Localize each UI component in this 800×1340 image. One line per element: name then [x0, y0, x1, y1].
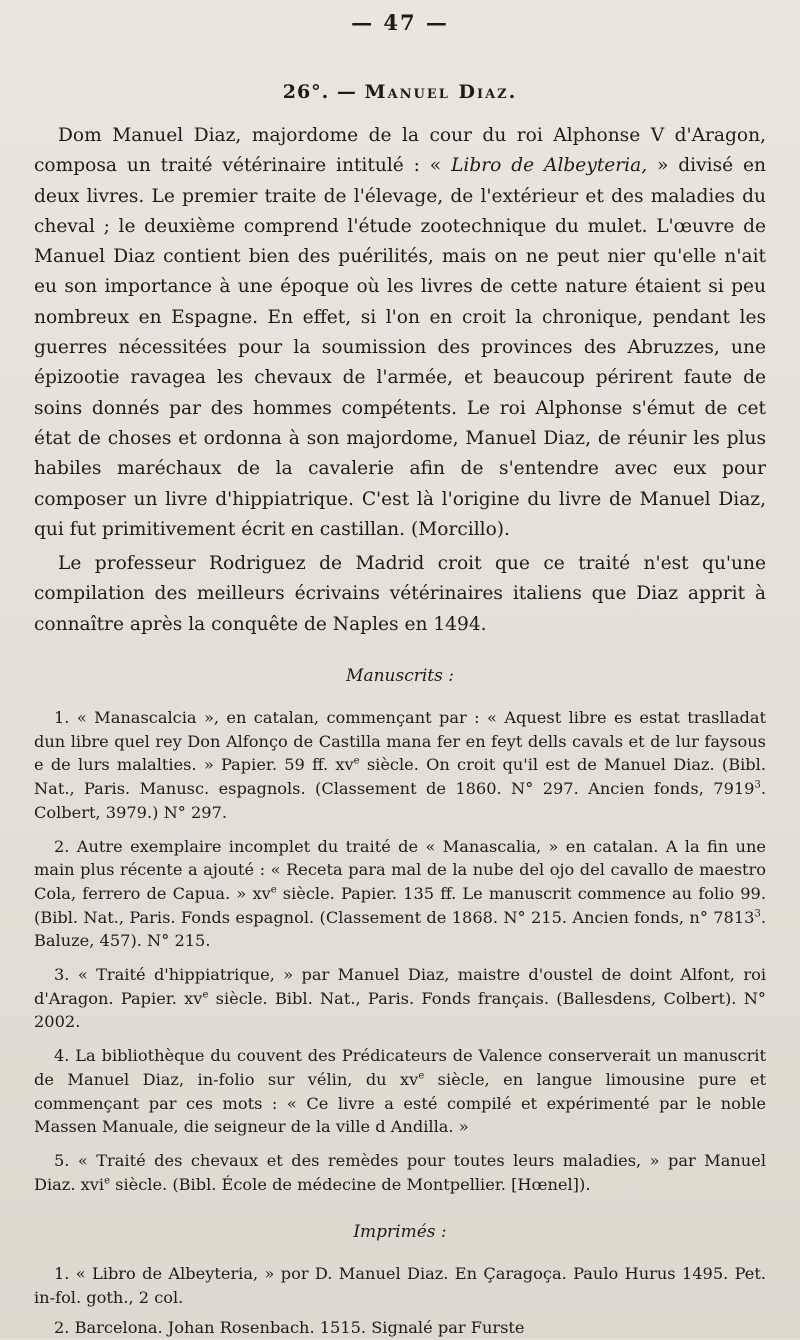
body-paragraph-2: [34, 549, 766, 640]
superscript: e: [418, 1070, 425, 1082]
superscript: e: [270, 884, 277, 896]
section-title: [34, 81, 766, 103]
manuscript-entry-1: [34, 706, 766, 825]
entry-text: 1. « Manascalcia », en catalan, commençant par : « Aquest libre es estat traslladat dun libre quel rey Don Alfonço de Castilla mana fer en feyt dells cavals et de lur faysous e de lurs malalties. » Papier. 59 ff. xv: [34, 708, 766, 775]
manuscript-entry-4: [34, 1044, 766, 1139]
manuscript-entry-2: [34, 835, 766, 954]
entry-text: siècle. (Bibl. École de médecine de Montpellier. [Hœnel]).: [110, 1174, 591, 1194]
entry-text: 2. Autre exemplaire incomplet du traité de « Manascalia, » en catalan. A la fin une main plus récente a ajouté : « Receta para mal de la nube del ojo del cavallo de maestro Cola, ferrero de Capua. » xv: [34, 836, 766, 903]
superscript: 3: [754, 908, 761, 920]
superscript: 3: [754, 779, 761, 791]
paragraph-text: » divisé en deux livres. Le premier traite de l'élevage, de l'extérieur et des maladies du cheval ; le deuxième comprend l'étude zootechnique du mulet. L'œuvre de Manuel Diaz contient bien des puérilités, mais on ne peut nier qu'elle n'ait eu son importance à une époque où les livres de cette nature étaient si peu nombreux en Espagne. En effet, si l'on en croit la chronique, pendant les guerres nécessitées pour la soumission des provinces des Abruzzes, une épizootie ravagea les chevaux de l'armée, et beaucoup périrent faute de soins donnés par des hommes compétents. Le roi Alphonse s'émut de cet état de choses et ordonna à son majordome, Manuel Diaz, de réunir les plus habiles maréchaux de la cavalerie afin de s'entendre avec eux pour composer un livre d'hippiatrique. C'est là l'origine du livre de Manuel Diaz, qui fut primitivement écrit en castillan. (Morcillo).: [34, 155, 766, 540]
entry-text: 3. « Traité d'hippiatrique, » par Manuel Diaz, maistre d'oustel de doint Alfont, roi d'Aragon. Papier. xv: [34, 965, 766, 1008]
entry-text: siècle. Bibl. Nat., Paris. Fonds français. (Ballesdens, Colbert). N° 2002.: [34, 988, 766, 1032]
superscript: e: [353, 756, 360, 768]
page-number: — 47 —: [351, 10, 449, 35]
entry-text: siècle. Papier. 135 ff. Le manuscrit commence au folio 99. (Bibl. Nat., Paris. Fonds espagnol. (Classement de 1868. N° 215. Ancien fonds, n° 7813: [34, 883, 766, 927]
paragraph-text: Dom Manuel Diaz, majordome de la cour du roi Alphonse V d'Aragon, composa un traité vétérinaire intitulé : «: [34, 125, 766, 177]
imprimes-heading: Imprimés :: [353, 1222, 447, 1243]
manuscript-entry-3: [34, 963, 766, 1034]
superscript: e: [104, 1175, 110, 1187]
entry-text: 4. La bibliothèque du couvent des Prédicateurs de Valence conserverait un manuscrit de Manuel Diaz, in-folio sur vélin, du xv: [34, 1046, 766, 1089]
section-number: 26°. —: [282, 81, 357, 103]
paragraph-text: Le professeur Rodriguez de Madrid croit que ce traité n'est qu'une compilation des meilleurs écrivains vétérinaires italiens que Diaz apprit à connaître après la conquête de Naples en 1494.: [34, 553, 766, 635]
manuscript-entry-5: [34, 1149, 766, 1196]
manuscrits-heading: Manuscrits :: [346, 666, 454, 687]
book-title-italic: Libro de Albeyteria,: [451, 155, 648, 177]
superscript: e: [202, 989, 209, 1001]
entry-text: . Baluze, 457). N° 215.: [34, 907, 766, 951]
printed-entry-2: 2. Barcelona. Johan Rosenbach. 1515. Signalé par Furste: [54, 1317, 525, 1337]
entry-text: siècle, en langue limousine pure et commençant par ces mots : « Ce livre a esté compilé et expérimenté par le noble Massen Manuale, die seigneur de la ville d Andilla. »: [34, 1069, 766, 1137]
body-paragraph-1: [34, 121, 766, 545]
entry-text: siècle. On croit qu'il est de Manuel Diaz. (Bibl. Nat., Paris. Manusc. espagnols. (Classement de 1860. N° 297. Ancien fonds, 7919: [34, 755, 766, 799]
printed-entry-1: 1. « Libro de Albeyteria, » por D. Manuel Diaz. En Çaragoça. Paulo Hurus 1495. Pet. in-fol. goth., 2 col.: [34, 1264, 766, 1308]
section-name: Manuel Diaz.: [364, 81, 518, 103]
entry-text: . Colbert, 3979.) N° 297.: [34, 779, 766, 822]
entry-text: 5. « Traité des chevaux et des remèdes pour toutes leurs maladies, » par Manuel Diaz. xvi: [34, 1151, 766, 1194]
